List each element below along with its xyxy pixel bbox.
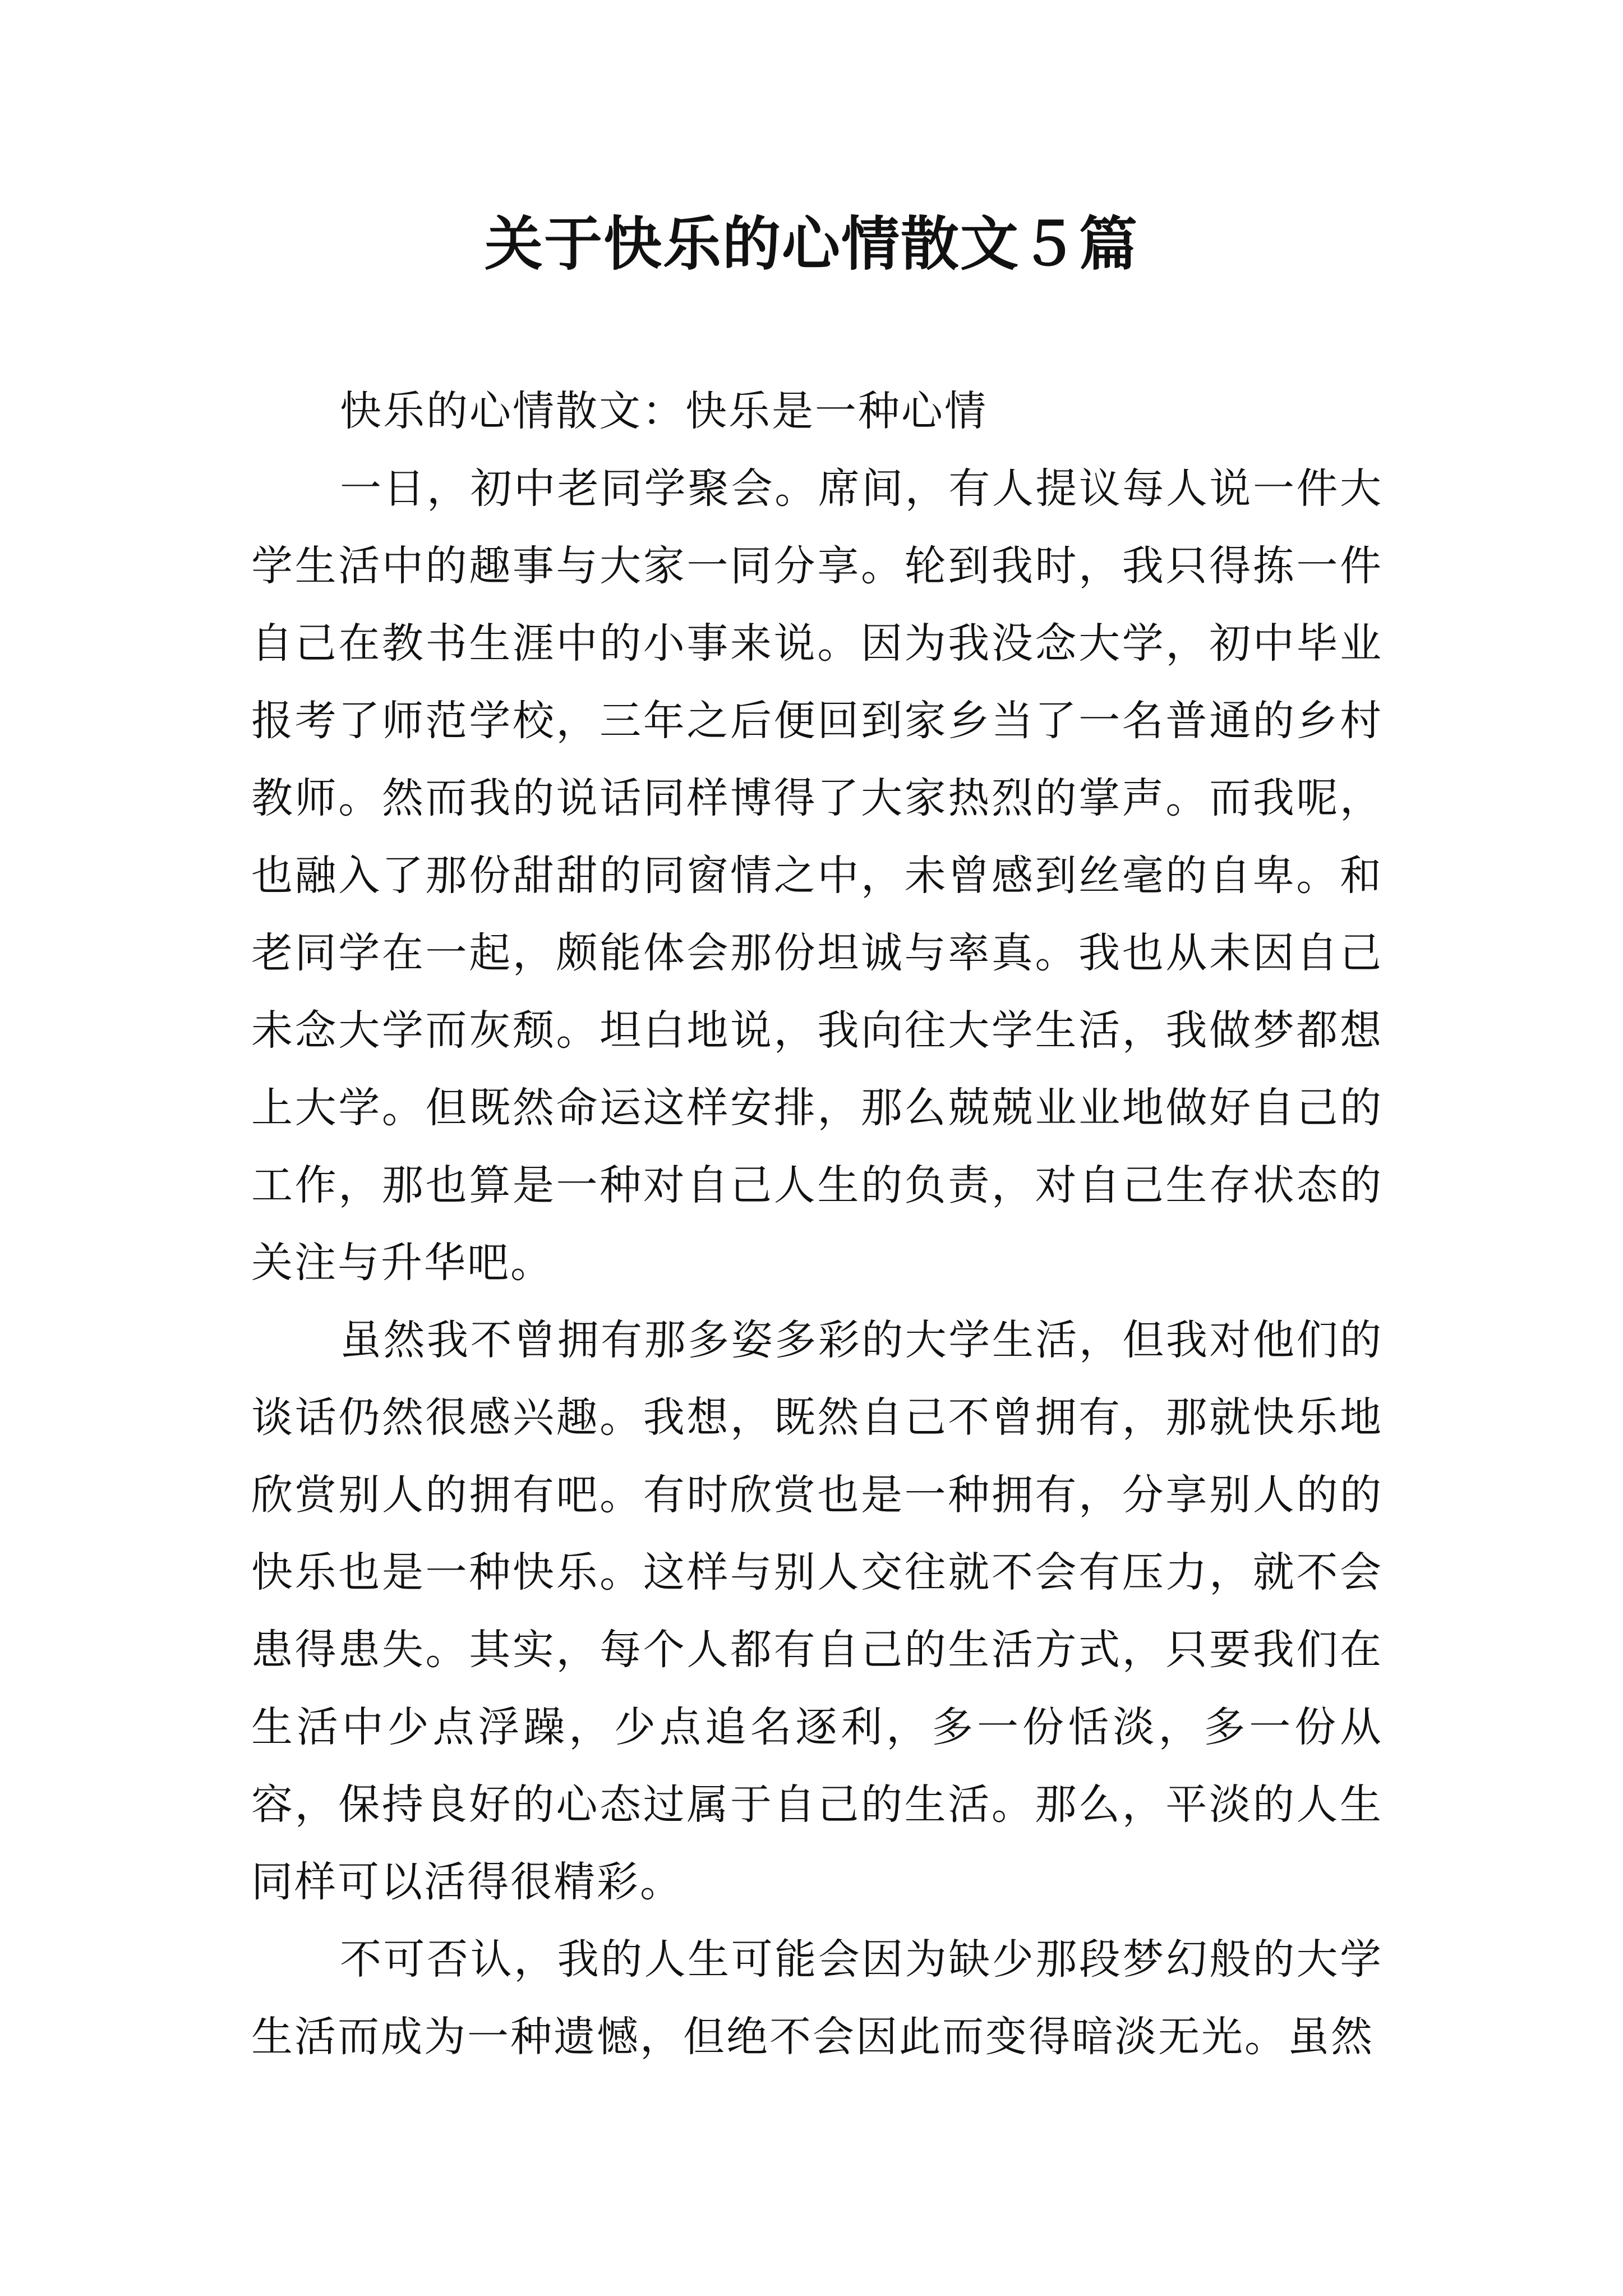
paragraph: 不可否认，我的人生可能会因为缺少那段梦幻般的大学生活而成为一种遗憾，但绝不会因此而变得暗淡无光。虽然 xyxy=(251,1935,1383,2061)
paragraph: 一日，初中老同学聚会。席间，有人提议每人说一件大学生活中的趣事与大家一同分享。轮到我时，我只得拣一件自己在教书生涯中的小事来说。因为我没念大学，初中毕业报考了师范学校，三年之后便回到家乡当了一名普通的乡村教师。然而我的说话同样博得了大家热烈的掌声。而我呢，也融入了那份甜甜的同窗情之中，未曾感到丝毫的自卑。和老同学在一起，颇能体会那份坦诚与率真。我也从未因自己未念大学而灰颓。坦白地说，我向往大学生活，我做梦都想上大学。但既然命运这样安排，那么兢兢业业地做好自己的工作，那也算是一种对自己人生的负责，对自己生存状态的关注与升华吧。 xyxy=(251,464,1383,1287)
document-body xyxy=(251,372,1383,2076)
section-subheading: 快乐的心情散文：快乐是一种心情 xyxy=(340,387,988,435)
document-title: 关于快乐的心情散文５篇 xyxy=(484,209,1138,278)
paragraph: 虽然我不曾拥有那多姿多彩的大学生活，但我对他们的谈话仍然很感兴趣。我想，既然自己不曾拥有，那就快乐地欣赏别人的拥有吧。有时欣赏也是一种拥有，分享别人的的快乐也是一种快乐。这样与别人交往就不会有压力，就不会患得患失。其实，每个人都有自己的生活方式，只要我们在生活中少点浮躁，少点追名逐利，多一份恬淡，多一份从容，保持良好的心态过属于自己的生活。那么，平淡的人生同样可以活得很精彩。 xyxy=(251,1316,1383,1906)
